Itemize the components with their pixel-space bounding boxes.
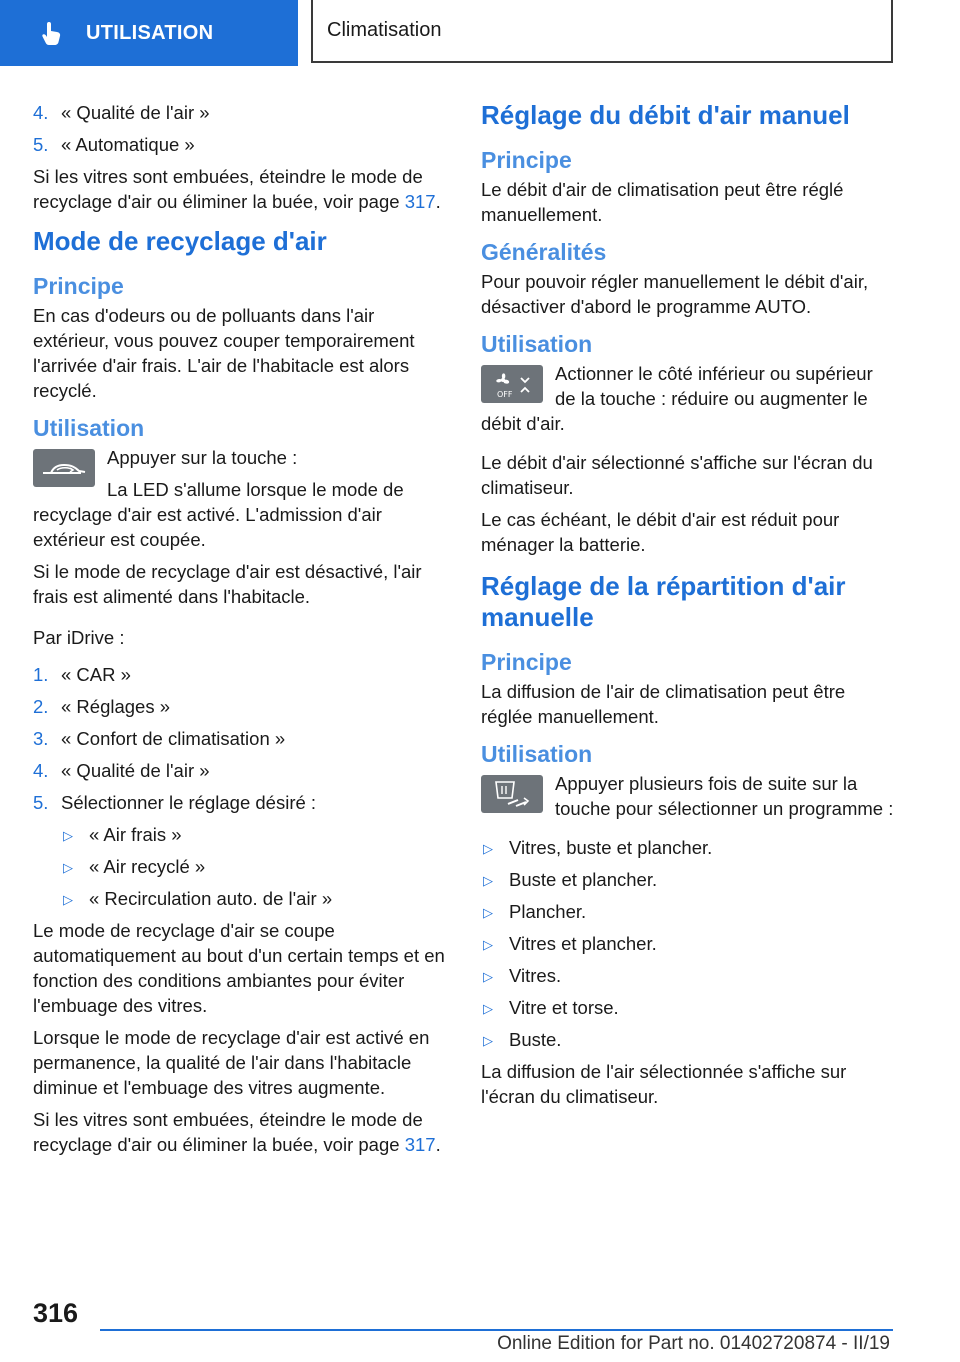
list-item: ▷ Vitres. <box>481 963 896 988</box>
list-item: 2. « Réglages » <box>33 696 171 717</box>
triangle-bullet-icon: ▷ <box>63 860 73 875</box>
air-distribution-button-image <box>481 775 543 813</box>
triangle-bullet-icon: ▷ <box>483 1033 493 1048</box>
idrive-label: Par iDrive : <box>33 627 125 648</box>
subheading-principe-2: Principe <box>481 649 572 675</box>
list-item: ▷ Vitres et plancher. <box>481 931 896 956</box>
list-item: 4. « Qualité de l'air » <box>33 760 210 781</box>
utilisation-text2: La LED s'allume lorsque le mode de recyclage d'air est activé. L'admission d'air extérieur est coupée. <box>33 479 404 550</box>
principe-text: En cas d'odeurs ou de polluants dans l'air extérieur, vous pouvez couper temporairement l'arrivée d'air frais. L'air de l'habitacle est alors recyclé. <box>33 305 415 401</box>
fog-note: Si les vitres sont embuées, éteindre le mode de recyclage d'air ou éliminer la buée, voir page 317. <box>33 166 441 212</box>
right-column <box>481 100 896 1116</box>
list-item: 5. « Automatique » <box>33 134 195 155</box>
generalites-text: Pour pouvoir régler manuellement le débit d'air, désactiver d'abord le programme AUTO. <box>481 271 869 317</box>
hand-pointer-icon <box>40 20 66 46</box>
triangle-bullet-icon: ▷ <box>63 892 73 907</box>
programmes-list <box>481 835 896 1052</box>
utilisation2-text: Appuyer plusieurs fois de suite sur la touche pour sélectionner un programme : <box>555 773 894 819</box>
list-item: ▷ « Air frais » <box>61 822 448 847</box>
permanent-text: Lorsque le mode de recyclage d'air est activé en permanence, la qualité de l'air dans l'habitacle diminue et l'embuage des vitres augmente. <box>33 1027 430 1098</box>
section-heading-2: Réglage de la répartition d'air manuelle <box>481 571 846 632</box>
svg-text:OFF: OFF <box>497 390 513 399</box>
subheading-utilisation: Utilisation <box>33 415 145 441</box>
subheading-generalites: Généralités <box>481 239 607 265</box>
section-label: UTILISATION <box>86 21 214 44</box>
triangle-bullet-icon: ▷ <box>483 841 493 856</box>
fog-note-2: Si les vitres sont embuées, éteindre le mode de recyclage d'air ou éliminer la buée, voir page 317. <box>33 1109 441 1155</box>
recirculation-button-image <box>33 449 95 487</box>
list-item: ▷ Buste. <box>481 1027 896 1052</box>
auto-off-text: Le mode de recyclage d'air se coupe automatiquement au bout d'un certain temps et en fonction des conditions ambiantes pour éviter l'embuage des vitres. <box>33 920 445 1016</box>
page-link[interactable]: 317 <box>404 191 436 212</box>
utilisation-text3: Si le mode de recyclage d'air est désactivé, l'air frais est alimenté dans l'habitacle. <box>33 561 422 607</box>
utilisation-text2: Le débit d'air sélectionné s'affiche sur l'écran du climatiseur. <box>481 452 873 498</box>
list-item: ▷ « Recirculation auto. de l'air » <box>61 886 448 911</box>
idrive-steps <box>33 662 448 815</box>
recirculation-car-icon <box>37 457 91 479</box>
page-number: 316 <box>33 1298 79 1328</box>
section-tab[interactable] <box>0 0 298 66</box>
principe-text: Le débit d'air de climatisation peut être réglé manuellement. <box>481 179 844 225</box>
utilisation-text1: Appuyer sur la touche : <box>107 447 298 468</box>
footer-divider <box>100 1329 893 1331</box>
utilisation-text3: Le cas échéant, le débit d'air est réduit pour ménager la batterie. <box>481 509 840 555</box>
list-item: 5. Sélectionner le réglage désiré : <box>33 792 317 813</box>
list-item: ▷ Vitre et torse. <box>481 995 896 1020</box>
triangle-bullet-icon: ▷ <box>483 937 493 952</box>
triangle-bullet-icon: ▷ <box>483 873 493 888</box>
section-heading: Réglage du débit d'air manuel <box>481 100 850 130</box>
options-list <box>33 822 448 911</box>
triangle-bullet-icon: ▷ <box>483 1001 493 1016</box>
subheading-principe: Principe <box>481 147 572 173</box>
subheading-utilisation: Utilisation <box>481 331 593 357</box>
triangle-bullet-icon: ▷ <box>63 828 73 843</box>
section-heading: Mode de recyclage d'air <box>33 226 327 256</box>
triangle-bullet-icon: ▷ <box>483 969 493 984</box>
subheading-utilisation-2: Utilisation <box>481 741 593 767</box>
edition-text: Online Edition for Part no. 01402720874 - II/19 <box>497 1333 890 1354</box>
list-item: ▷ Buste et plancher. <box>481 867 896 892</box>
page-header <box>0 0 960 66</box>
fan-off-icon <box>485 368 539 400</box>
list-item: ▷ Plancher. <box>481 899 896 924</box>
final-text: La diffusion de l'air sélectionnée s'affiche sur l'écran du climatiseur. <box>481 1061 847 1107</box>
list-item: ▷ Vitres, buste et plancher. <box>481 835 896 860</box>
left-column <box>33 100 448 1164</box>
fan-button-image <box>481 365 543 403</box>
triangle-bullet-icon: ▷ <box>483 905 493 920</box>
list-item: 1. « CAR » <box>33 664 131 685</box>
top-steps-list <box>33 100 448 157</box>
principe2-text: La diffusion de l'air de climatisation peut être réglée manuellement. <box>481 681 846 727</box>
utilisation-text: Actionner le côté inférieur ou supérieur de la touche : réduire ou augmenter le débit d'air. <box>481 363 873 434</box>
list-item: 3. « Confort de climatisation » <box>33 728 286 749</box>
chapter-title: Climatisation <box>311 0 893 63</box>
list-item: ▷ « Air recyclé » <box>61 854 448 879</box>
page-link[interactable]: 317 <box>404 1134 436 1155</box>
subheading-principe: Principe <box>33 273 124 299</box>
list-item: 4. « Qualité de l'air » <box>33 102 210 123</box>
air-distribution-icon <box>490 778 534 810</box>
